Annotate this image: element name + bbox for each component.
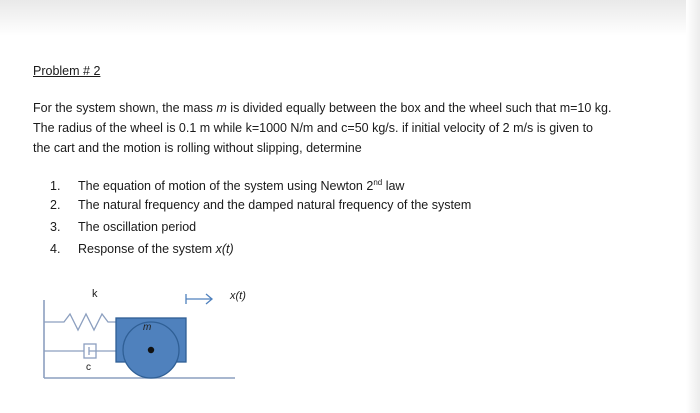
question-number: 4. [50, 242, 61, 256]
spring-label: k [92, 288, 98, 300]
statement-text-a: For the system shown, the mass [33, 101, 217, 115]
damper-label: c [86, 362, 91, 373]
question-item [50, 238, 471, 260]
statement-text-b: is divided equally between the box and the wheel such that m=10 kg. [226, 101, 612, 115]
question-text-after: law [382, 179, 405, 194]
question-italic-term: x(t) [215, 242, 234, 256]
statement-line-1 [33, 98, 673, 118]
question-number: 3. [50, 220, 61, 234]
wheel-hub [148, 347, 154, 353]
statement-line-3: the cart and the motion is rolling without slipping, determine [33, 141, 362, 155]
question-number: 1. [50, 179, 61, 194]
question-number: 2. [50, 198, 61, 212]
spring [44, 314, 118, 330]
question-text: The equation of motion of the system using Newton 2 [78, 179, 374, 194]
mass-label: m [143, 322, 152, 333]
question-item [50, 172, 471, 194]
page-right-shade [686, 0, 700, 413]
problem-heading: Problem # 2 [33, 64, 101, 78]
question-item [50, 194, 471, 216]
statement-mass-symbol: m [216, 101, 227, 115]
displacement-label: x(t) [230, 290, 246, 302]
statement-line-2: The radius of the wheel is 0.1 m while k=1000 N/m and c=50 kg/s. if initial velocity of 2 m/s is given to [33, 121, 593, 135]
question-text: The natural frequency and the damped natural frequency of the system [78, 198, 472, 212]
question-text: Response of the system [78, 242, 216, 256]
question-list [50, 172, 471, 260]
question-text: The oscillation period [78, 220, 197, 234]
problem-statement [33, 98, 673, 158]
system-figure [40, 280, 280, 390]
question-superscript: nd [373, 178, 383, 187]
question-item [50, 216, 471, 238]
page-top-shade [0, 0, 700, 36]
